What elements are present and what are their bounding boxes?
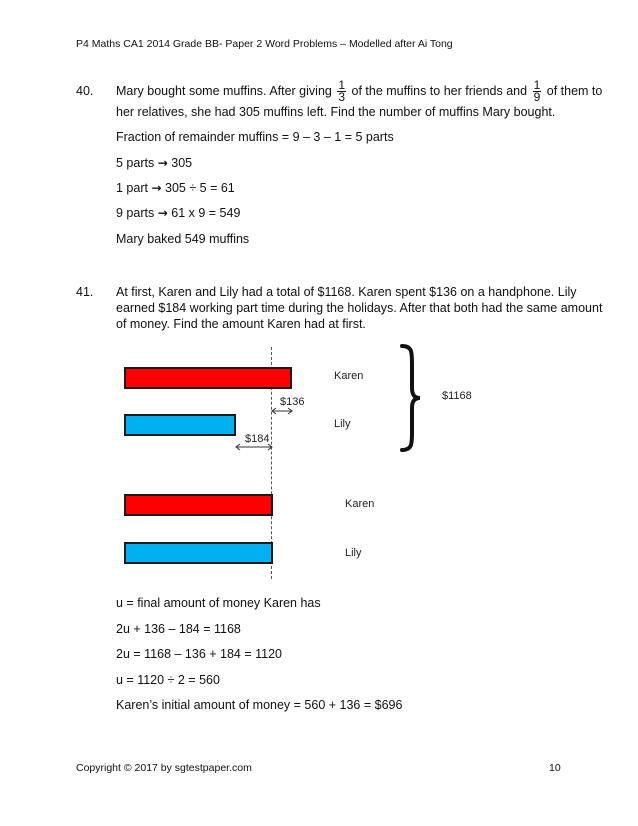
q40-line2: her relatives, she had 305 muffins left. Find the number of muffins Mary bought. [116, 105, 556, 119]
karen-final-bar [124, 494, 273, 516]
page-number: 10 [549, 762, 561, 774]
lily-initial-bar [124, 414, 236, 436]
arrow-right-icon: → [151, 181, 162, 195]
q40-text-a: Mary bought some muffins. After giving [116, 84, 332, 98]
page-header: P4 Maths CA1 2014 Grade BB- Paper 2 Word Problems – Modelled after Ai Tong [76, 38, 453, 50]
q41-solution-equation: 2u + 136 – 184 = 1168 [116, 622, 241, 636]
karen-label-initial: Karen [334, 370, 364, 382]
arrow-right-icon: → [157, 156, 168, 170]
q40-number: 40. [76, 84, 94, 98]
q40-text-b: of the muffins to her friends and [351, 84, 528, 98]
q40-fraction-ninth: $\frac{1}{9}$ [533, 78, 541, 105]
q40-answer: Mary baked 549 muffins [116, 232, 250, 246]
right-brace-icon [398, 344, 422, 452]
q40-step-9parts: 9 parts → 61 x 9 = 549 [116, 206, 241, 220]
footer-copyright: Copyright © 2017 by sgtestpaper.com [76, 762, 252, 774]
spent-label: $136 [280, 396, 305, 408]
karen-label-final: Karen [345, 498, 375, 510]
q41-solution-step3: u = 1120 ÷ 2 = 560 [116, 673, 220, 687]
lily-label-initial: Lily [334, 418, 351, 430]
q41-solution-definition: u = final amount of money Karen has [116, 596, 321, 610]
q40-fraction-third: $\frac{1}{3}$ [338, 78, 346, 105]
arrow-right-icon: → [157, 206, 168, 220]
q41-answer: Karen’s initial amount of money = 560 + 136 = $696 [116, 698, 403, 712]
earned-label: $184 [245, 433, 270, 445]
q40-step-1part: 1 part → 305 ÷ 5 = 61 [116, 181, 235, 195]
q40-text-c: of them to [546, 84, 603, 98]
lily-final-bar [124, 542, 273, 564]
lily-label-final: Lily [345, 547, 362, 559]
q41-solution-step2: 2u = 1168 – 136 + 184 = 1120 [116, 647, 283, 661]
total-label: $1168 [442, 390, 472, 402]
q40-line1 [116, 76, 602, 106]
q41-number: 41. [76, 285, 94, 299]
q40-step-fraction: Fraction of remainder muffins = 9 – 3 – 1 = 5 parts [116, 130, 394, 144]
q41-line2: earned $184 working part time during the holidays. After that both had the same amount [116, 301, 603, 315]
q41-line3: of money. Find the amount Karen had at first. [116, 317, 366, 331]
q40-step-5parts: 5 parts → 305 [116, 156, 193, 170]
q41-line1: At first, Karen and Lily had a total of $1168. Karen spent $136 on a handphone. Lily [116, 285, 577, 299]
